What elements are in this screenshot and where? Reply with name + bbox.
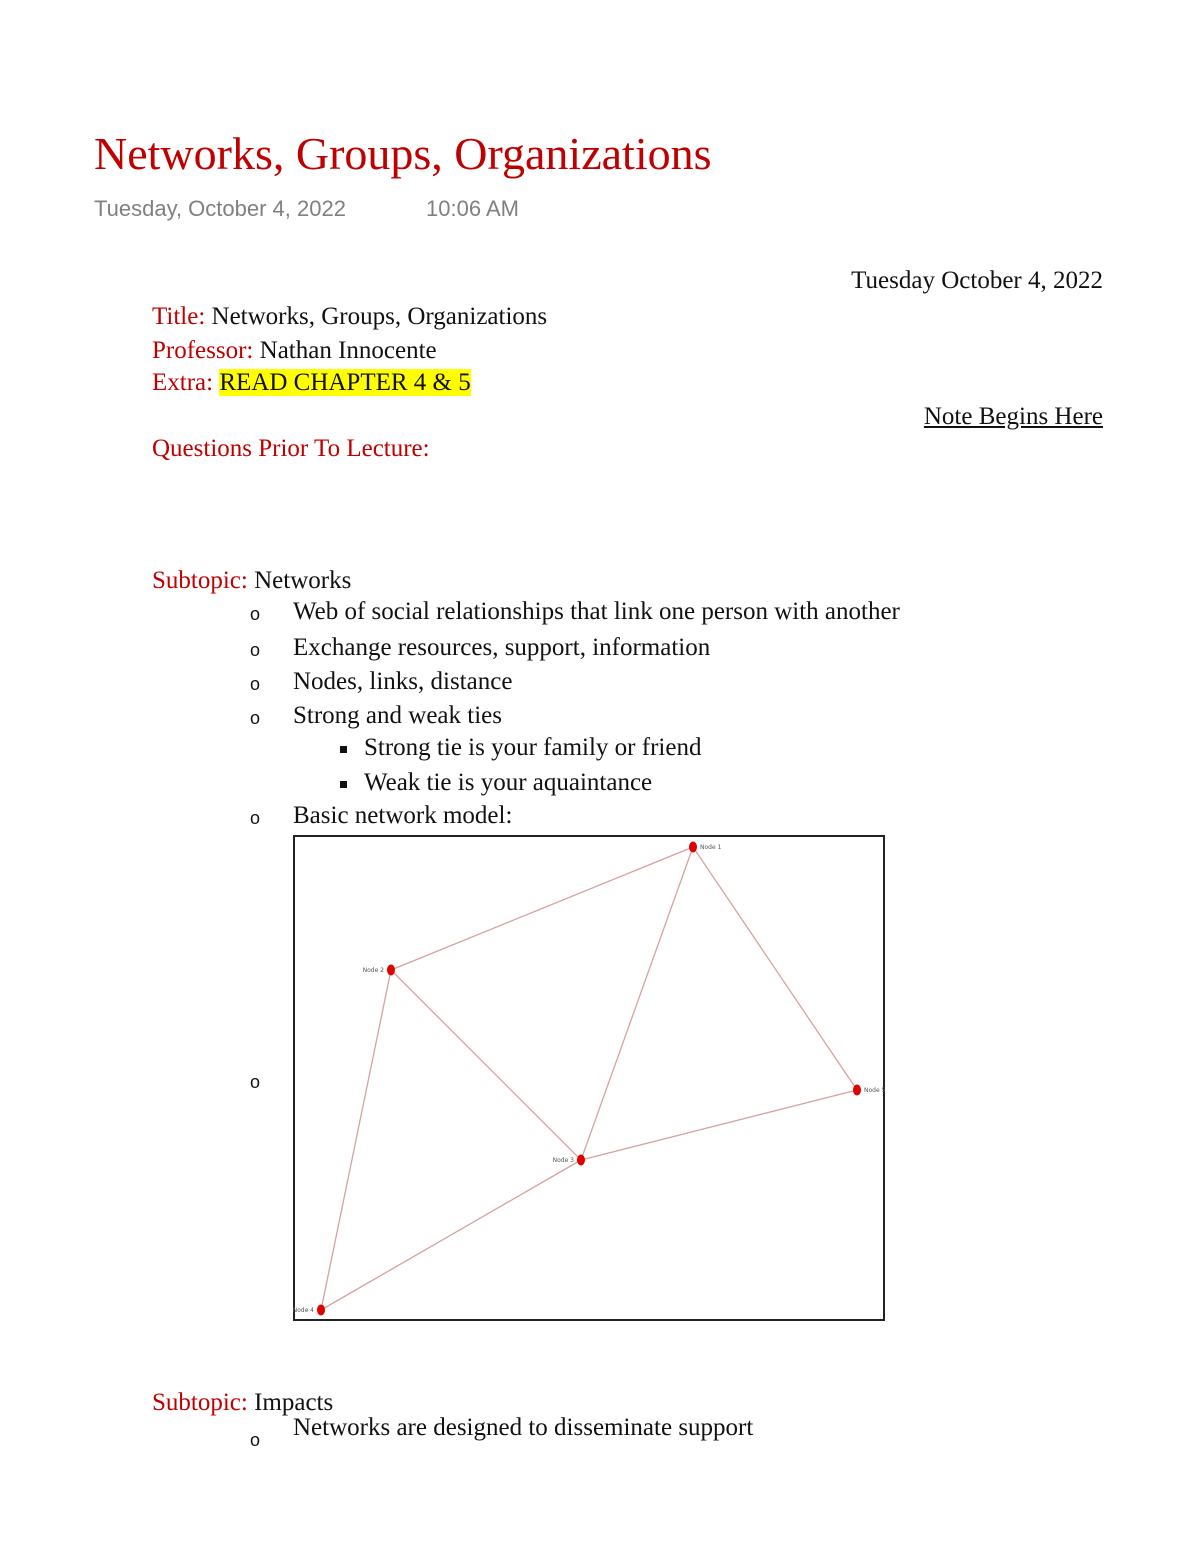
bullet-circle-icon: o: [250, 1072, 261, 1092]
sub-list-item: Weak tie is your aquaintance: [364, 769, 653, 796]
subtopic-label: Subtopic:: [152, 1389, 248, 1416]
title-value: Networks, Groups, Organizations: [211, 303, 548, 330]
page-title: Networks, Groups, Organizations: [94, 128, 712, 179]
list-item: Nodes, links, distance: [293, 668, 513, 695]
questions-heading: Questions Prior To Lecture:: [152, 435, 430, 462]
page-time: 10:06 AM: [426, 196, 519, 221]
node-2-label: Node 2: [362, 967, 384, 974]
edge-node-3-node-5: [581, 1090, 857, 1160]
list-item: Exchange resources, support, information: [293, 634, 711, 661]
extra-line: [152, 368, 471, 398]
node-1-label: Node 1: [700, 844, 722, 851]
professor-value: Nathan Innocente: [259, 337, 437, 364]
note-begins-heading: Note Begins Here: [923, 403, 1103, 430]
extra-value: READ CHAPTER 4 & 5: [219, 369, 471, 396]
node-1: [689, 842, 697, 853]
sub-list-item: Strong tie is your family or friend: [364, 734, 702, 761]
node-5-label: Node 5: [864, 1087, 886, 1094]
bullet-circle-icon: o: [250, 708, 261, 728]
subtopic-value: Networks: [254, 567, 352, 594]
model-label: Basic network model:: [293, 802, 513, 829]
node-3: [577, 1155, 585, 1166]
list-item: Strong and weak ties: [293, 702, 502, 729]
list-item: Networks are designed to disseminate support: [293, 1414, 754, 1441]
professor-line: [152, 336, 437, 366]
edge-node-2-node-3: [391, 970, 581, 1160]
bullet-circle-icon: o: [250, 808, 261, 828]
node-5: [853, 1085, 861, 1096]
subtopic-value: Impacts: [254, 1389, 334, 1416]
node-4-label: Node 4: [292, 1307, 314, 1314]
network-graph: [292, 837, 886, 1319]
bullet-square-icon: [340, 746, 347, 753]
edge-node-2-node-1: [391, 847, 693, 970]
note-date: Tuesday October 4, 2022: [851, 267, 1103, 294]
edge-node-2-node-4: [321, 970, 391, 1310]
cut-off-list-item: [250, 1414, 950, 1450]
edge-node-3-node-1: [581, 847, 693, 1160]
bullet-circle-icon: o: [250, 674, 261, 694]
edge-node-4-node-3: [321, 1160, 581, 1310]
subtopic-label: Subtopic:: [152, 567, 248, 594]
page-date: Tuesday, October 4, 2022: [94, 196, 346, 221]
network-model-diagram: [293, 835, 885, 1321]
node-4: [317, 1305, 325, 1316]
bullet-circle-icon: o: [250, 604, 261, 624]
bullet-square-icon: [340, 781, 347, 788]
bullet-circle-icon: o: [250, 1430, 261, 1450]
professor-label: Professor:: [152, 337, 254, 364]
extra-label: Extra:: [152, 369, 214, 396]
node-3-label: Node 3: [552, 1157, 574, 1164]
edge-node-1-node-5: [693, 847, 857, 1090]
node-2: [387, 965, 395, 976]
list-item: Web of social relationships that link one person with another: [293, 598, 900, 625]
bullet-circle-icon: o: [250, 640, 261, 660]
title-label: Title:: [152, 303, 206, 330]
subtopic-networks: [152, 566, 351, 596]
title-line: [152, 302, 547, 332]
